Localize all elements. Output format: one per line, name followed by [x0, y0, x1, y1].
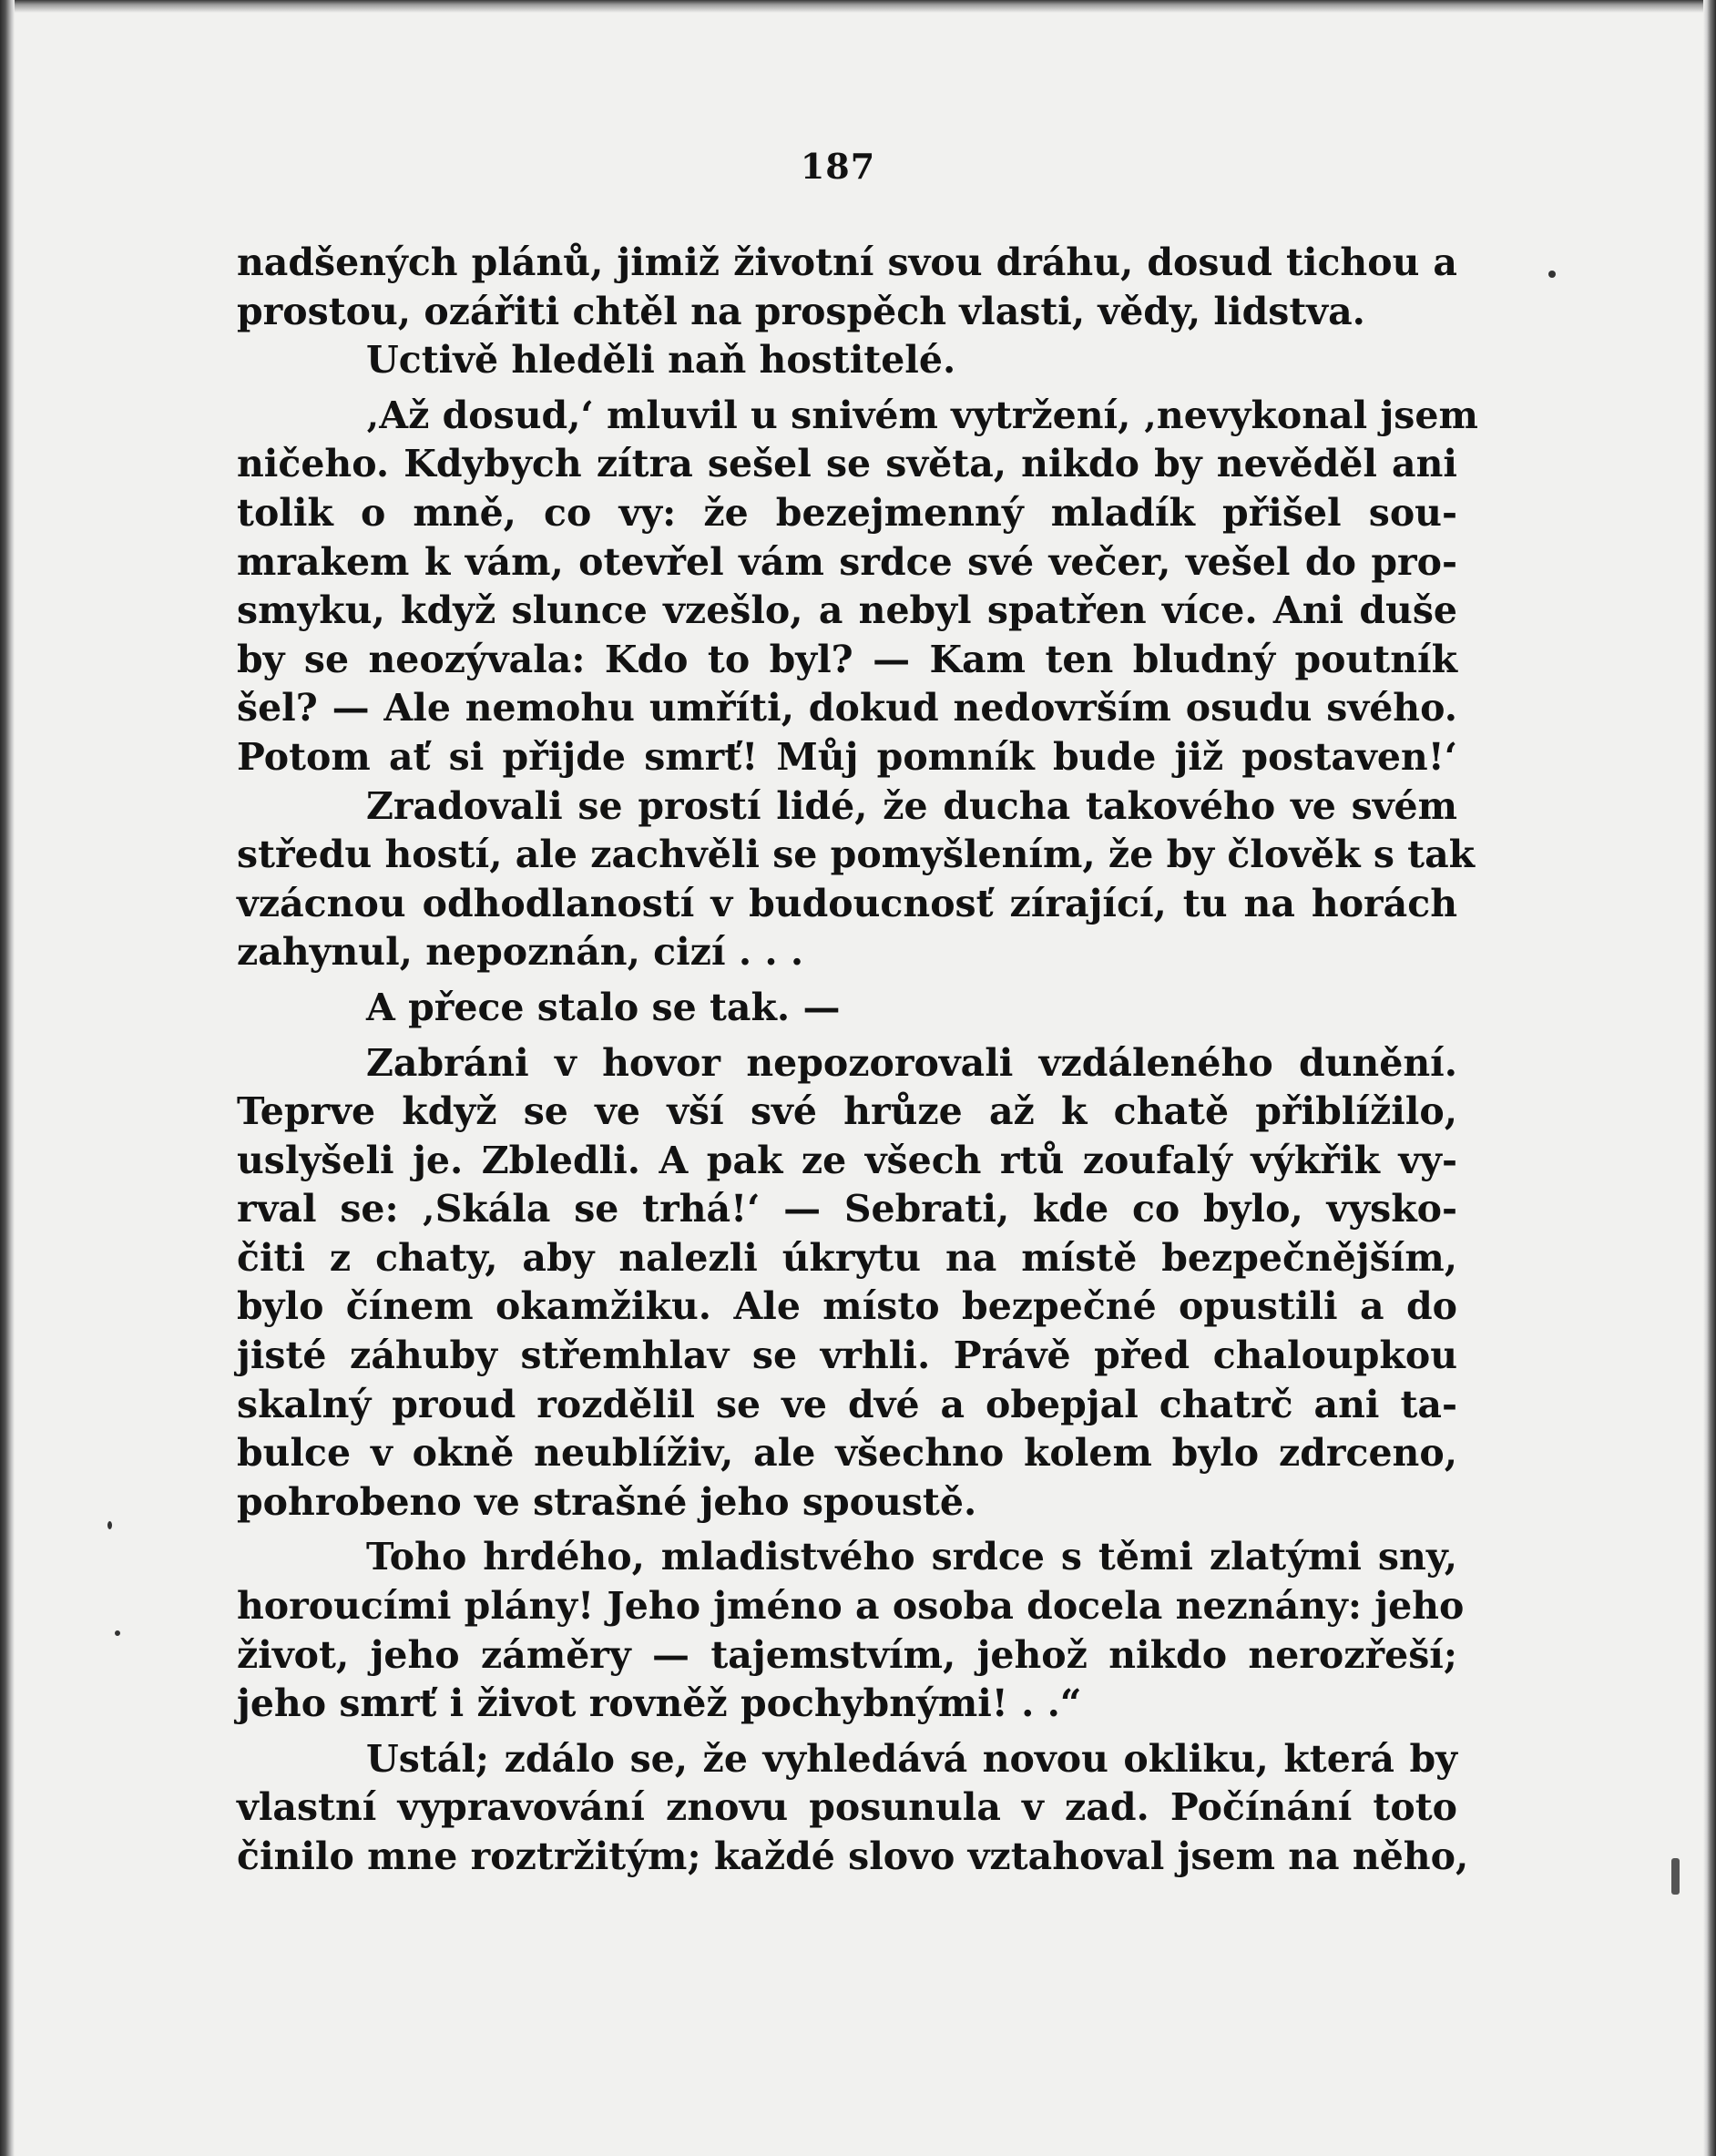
page-left-edge [0, 0, 15, 2156]
text-line: mrakem k vám, otevřel vám srdce své večer, vešel do pro- [237, 539, 1457, 584]
paragraph [237, 1039, 1457, 1528]
scan-speck [1671, 1858, 1680, 1895]
text-line: nadšených plánů, jimiž životní svou dráhu, dosud tichou a [237, 240, 1457, 284]
page-right-edge [1703, 0, 1716, 2156]
text-line: bylo čínem okamžiku. Ale místo bezpečné opustili a do [237, 1284, 1457, 1329]
paragraph-gap [237, 385, 1457, 392]
text-line: zahynul, nepoznán, cizí . . . [237, 930, 804, 975]
paragraph [237, 392, 1478, 782]
text-line: Ustál; zdálo se, že vyhledává novou okliku, která by [366, 1736, 1457, 1781]
text-line: čiti z chaty, aby nalezli úkrytu na místě bezpečnějším, [237, 1235, 1457, 1280]
paragraph-gap [237, 1527, 1457, 1533]
text-line: skalný proud rozdělil se ve dvé a obepjal chatrč ani ta- [237, 1382, 1457, 1426]
paragraph [237, 1533, 1465, 1728]
text-line: smyku, když slunce vzešlo, a nebyl spatřen více. Ani duše [237, 588, 1457, 633]
text-line: A přece stalo se tak. — [366, 985, 841, 1029]
text-line: vzácnou odhodlaností v budoucnosť zírající, tu na horách [237, 881, 1457, 925]
page-top-edge [0, 0, 1716, 13]
text-line: Teprve když se ve vší své hrůze až k chatě přiblížilo, [237, 1089, 1457, 1134]
text-line: Potom ať si přijde smrť! Můj pomník bude již postaven!‘ [237, 734, 1457, 779]
text-line: život, jeho záměry — tajemstvím, jehož nikdo nerozřeší; [237, 1632, 1457, 1677]
paragraph [237, 782, 1476, 977]
page-number: 187 [800, 146, 876, 187]
text-line: šel? — Ale nemohu umříti, dokud nedovrším osudu svého. [237, 686, 1457, 731]
text-line: rval se: ‚Skála se trhá!‘ — Sebrati, kde co bylo, vysko- [237, 1187, 1457, 1231]
text-line: středu hostí, ale zachvěli se pomyšlením, že by člověk s tak [237, 833, 1476, 877]
text-line: bulce v okně neublíživ, ale všechno kolem bylo zdrceno, [237, 1431, 1457, 1476]
text-line: Toho hrdého, mladistvého srdce s těmi zlatými sny, [366, 1535, 1457, 1579]
text-line: tolik o mně, co vy: že bezejmenný mladík přišel sou- [237, 490, 1457, 535]
text-line: horoucími plány! Jeho jméno a osoba docela neznány: jeho [237, 1584, 1465, 1629]
paragraph [237, 1735, 1469, 1882]
scan-speck [107, 1521, 112, 1529]
text-line: Zabráni v hovor nepozorovali vzdáleného dunění. [366, 1040, 1457, 1085]
scan-speck [1548, 271, 1556, 278]
text-line: Uctivě hleděli naň hostitelé. [366, 338, 956, 383]
text-line: prostou, ozářiti chtěl na prospěch vlasti, vědy, lidstva. [237, 289, 1365, 333]
text-line: činilo mne roztržitým; každé slovo vztahoval jsem na něho, [237, 1834, 1469, 1878]
paragraph [237, 239, 1457, 336]
text-line: ‚Až dosud,‘ mluvil u snivém vytržení, ‚nevykonal jsem [366, 393, 1478, 437]
text-line: uslyšeli je. Zbledli. A pak ze všech rtů zoufalý výkřik vy- [237, 1138, 1457, 1182]
paragraph-gap [237, 977, 1457, 984]
text-line: jisté záhuby střemhlav se vrhli. Právě před chaloupkou [237, 1333, 1457, 1378]
text-line: vlastní vypravování znovu posunula v zad. Počínání toto [237, 1785, 1457, 1830]
text-line: by se neozývala: Kdo to byl? — Kam ten bludný poutník [237, 637, 1457, 681]
paragraph [237, 336, 1457, 385]
text-line: jeho smrť i život rovněž pochybnými! . .“ [237, 1681, 1082, 1726]
paragraph-gap [237, 1729, 1457, 1735]
text-line: Zradovali se prostí lidé, že ducha takového ve svém [366, 783, 1457, 828]
text-line: pohrobeno ve strašné jeho spoustě. [237, 1479, 977, 1524]
paragraph-gap [237, 1033, 1457, 1039]
paragraph [237, 984, 1457, 1033]
scan-speck [115, 1630, 120, 1636]
body-text [237, 239, 1478, 1882]
text-line: ničeho. Kdybych zítra sešel se světa, nikdo by nevěděl ani [237, 442, 1457, 486]
